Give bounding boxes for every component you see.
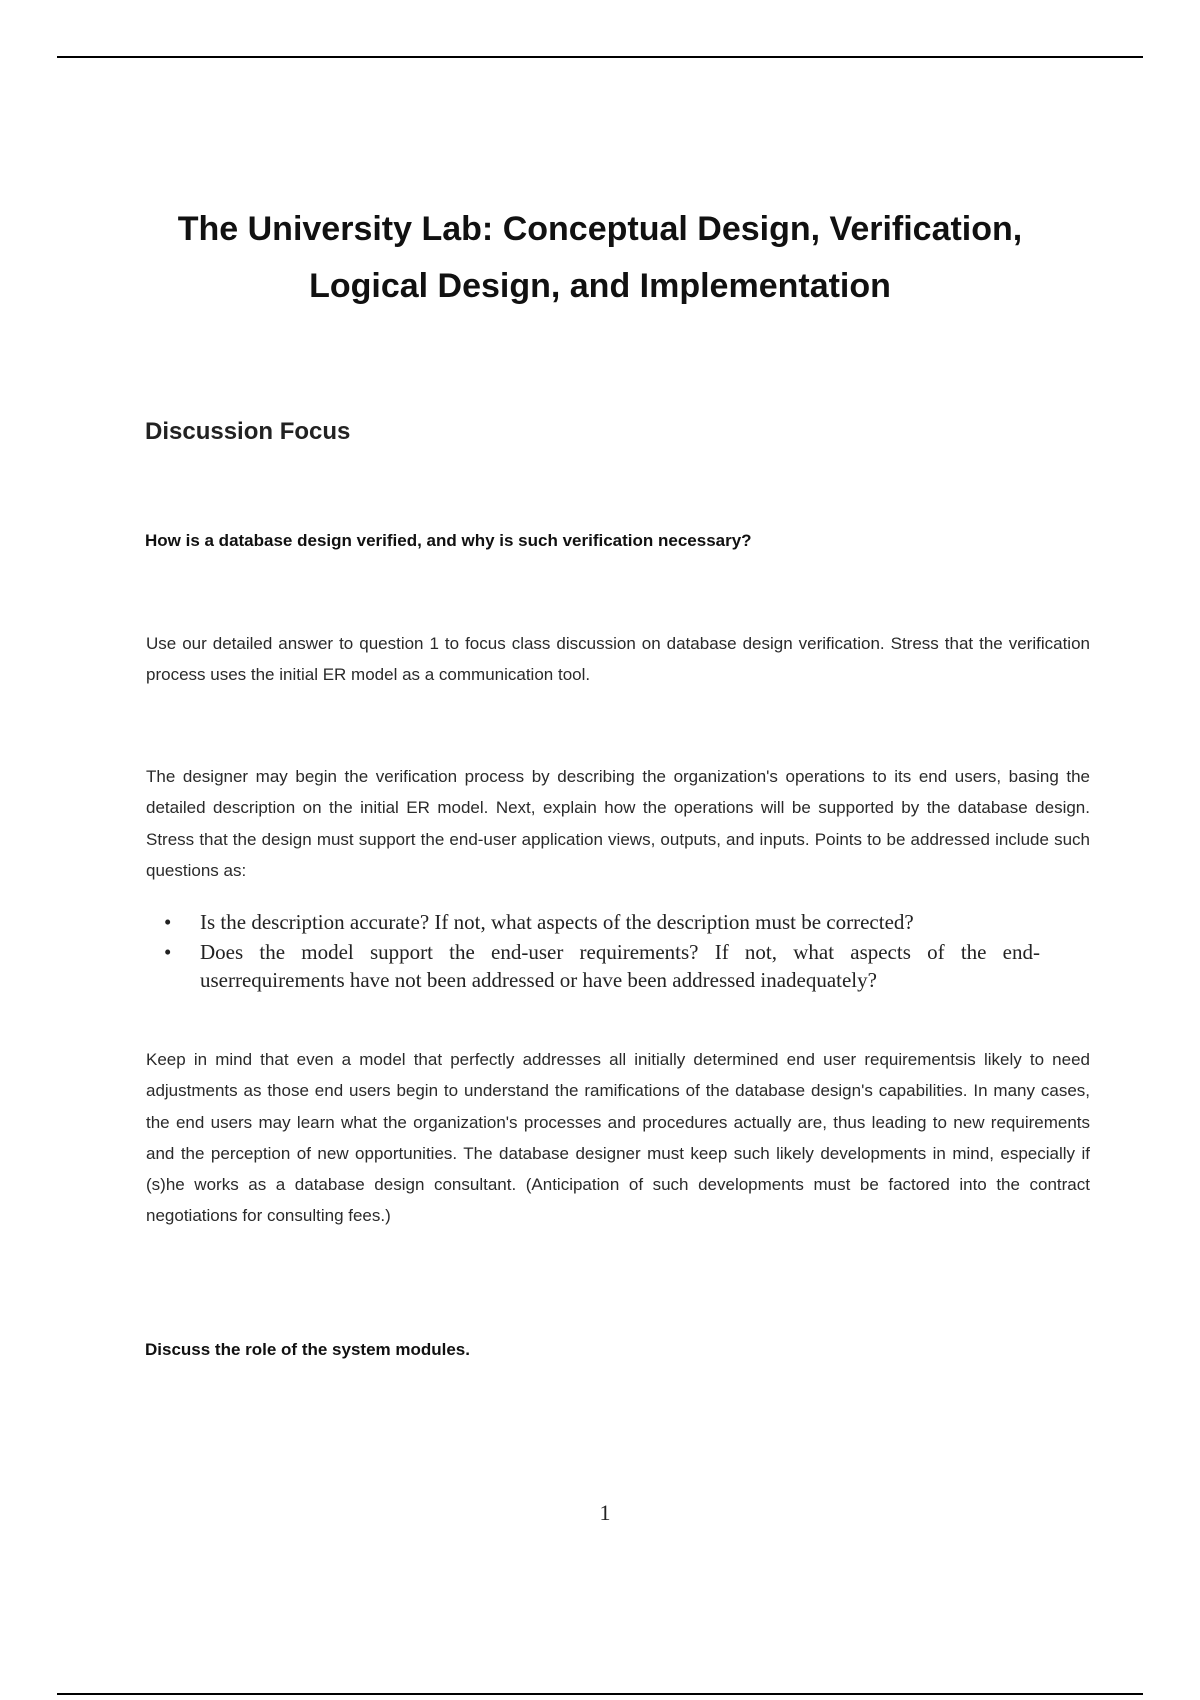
paragraph-verification-intro: Use our detailed answer to question 1 to focus class discussion on database design verification. Stress that the verification process uses the initial ER model as a communication tool. bbox=[146, 634, 1090, 685]
question-verification: How is a database design verified, and why is such verification necessary? bbox=[145, 531, 752, 550]
bullet-icon: • bbox=[164, 940, 172, 964]
list-item-text: Does the model support the end-user requirements? If not, what aspects of the end-userrequirements have not been addressed or have been addressed inadequately? bbox=[200, 940, 1040, 992]
bottom-rule bbox=[57, 1693, 1143, 1695]
list-item bbox=[160, 938, 1040, 994]
list-item bbox=[160, 908, 1040, 936]
title-line-1: The University Lab: Conceptual Design, Verification, bbox=[177, 209, 1023, 248]
paragraph-verification-process: The designer may begin the verification process by describing the organization's operations to its end users, basing the detailed description on the initial ER model. Next, explain how the operations will be supported by the database design. Stress that the design must support the end-user application views, outputs, and inputs. Points to be addressed include such questions as: bbox=[146, 767, 1090, 880]
section-heading: Discussion Focus bbox=[145, 418, 351, 445]
page-number: 1 bbox=[599, 1500, 611, 1525]
document-title bbox=[120, 201, 1080, 315]
list-item-text: Is the description accurate? If not, what aspects of the description must be corrected? bbox=[200, 910, 914, 934]
question-system-modules: Discuss the role of the system modules. bbox=[145, 1340, 470, 1359]
bullet-icon: • bbox=[164, 910, 172, 934]
verification-questions-list bbox=[160, 908, 1040, 996]
title-line-2: Logical Design, and Implementation bbox=[309, 266, 891, 305]
top-rule bbox=[57, 56, 1143, 58]
paragraph-adjustments: Keep in mind that even a model that perfectly addresses all initially determined end user requirementsis likely to need adjustments as those end users begin to understand the ramifications of the database design's capabilities. In many cases, the end users may learn what the organization's processes and procedures actually are, thus leading to new requirements and the perception of new opportunities. The database designer must keep such likely developments in mind, especially if (s)he works as a database design consultant. (Anticipation of such developments must be factored into the contract negotiations for consulting fees.) bbox=[146, 1050, 1090, 1226]
